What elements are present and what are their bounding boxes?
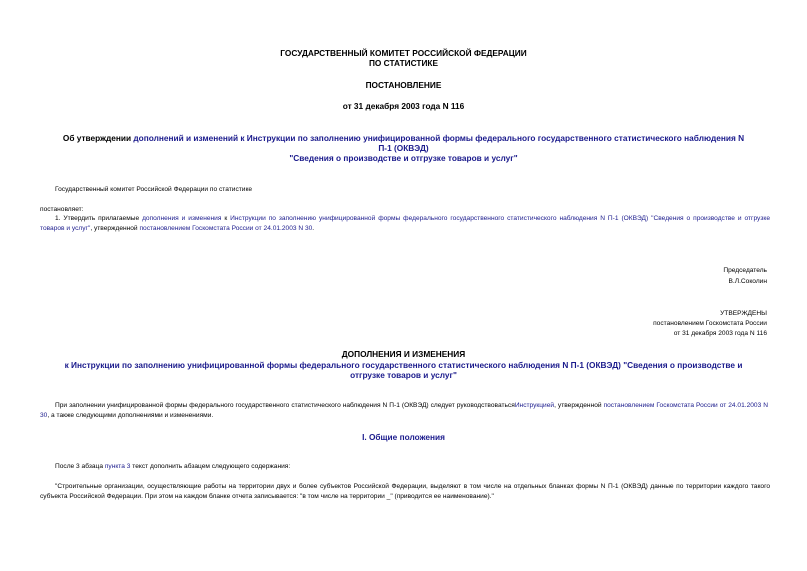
org-name-line1: ГОСУДАРСТВЕННЫЙ КОМИТЕТ РОССИЙСКОЙ ФЕДЕРАЦИИ (280, 48, 527, 58)
doc-title (30, 133, 777, 163)
signature-role: Председатель (723, 267, 767, 274)
section-1-heading: I. Общие положения (362, 432, 445, 442)
item-1 (40, 214, 770, 233)
para-1-text-b: , утвержденной (554, 402, 604, 409)
item-1-link-amendments[interactable]: дополнения и изменения (142, 215, 222, 222)
para-1-text-c: , а также следующими дополнениями и изменениями. (47, 411, 214, 419)
annex-subheading-line2: отгрузке товаров и услуг" (350, 370, 457, 380)
para-1-link-instruction[interactable]: Инструкцией (514, 402, 555, 409)
resolves-label: постановляет: (40, 206, 84, 213)
title-link-line1[interactable]: дополнений и изменений к Инструкции по заполнению унифицированной формы федерального государственного статистического наблюдения N (133, 133, 745, 143)
item-1-text-b: к (221, 215, 231, 222)
annex-paragraph-1 (40, 401, 768, 420)
title-link-line2[interactable]: П-1 (ОКВЭД) (378, 143, 429, 153)
item-1-text-d: . (312, 224, 315, 232)
item-1-text-c: , утвержденной (90, 224, 140, 232)
para-1-link-resolution[interactable]: постановлением Госкомстата России от 24.01.2003 N 30 (40, 402, 769, 419)
doc-date-number: от 31 декабря 2003 года N 116 (342, 101, 465, 111)
item-1-link-resolution[interactable]: постановлением Госкомстата России от 24.01.2003 N 30 (139, 224, 313, 232)
annex-paragraph-3: "Строительные организации, осуществляющие работы на территории двух и более субъектов Российской Федерации, выделяют в том числе на отдельных бланках формы N П-1 (ОКВЭД) данные по территории каждого такого субъекта Российской Федерации. При этом на каждом бланке отчета записывается: "в том числе на территории _" (приводится ее наименование)." (40, 483, 770, 500)
title-link-line3[interactable]: "Сведения о производстве и отгрузке товаров и услуг" (289, 153, 518, 163)
org-name-line2: ПО СТАТИСТИКЕ (368, 58, 439, 68)
doc-type: ПОСТАНОВЛЕНИЕ (365, 80, 442, 90)
para-2-text-a: После 3 абзаца (55, 463, 105, 470)
doc-title-prefix: Об утверждении (62, 133, 134, 143)
annex-subheading-line1: к Инструкции по заполнению унифицированной формы федерального государственного статистического наблюдения N П-1 (ОКВЭД) "Сведения о производстве и (64, 360, 743, 370)
approval-line1: УТВЕРЖДЕНЫ (720, 310, 767, 317)
annex-heading: ДОПОЛНЕНИЯ И ИЗМЕНЕНИЯ (341, 349, 466, 359)
para-2-text-b: текст дополнить абзацем следующего содержания: (130, 463, 291, 470)
item-1-text-a: 1. Утвердить прилагаемые (55, 215, 143, 222)
approval-line2: постановлением Госкомстата России (653, 320, 767, 327)
para-2-link-item-3[interactable]: пункта 3 (104, 463, 131, 470)
annex-subheading (30, 360, 777, 380)
doc-title-line1 (30, 133, 777, 143)
annex-paragraph-2 (55, 462, 290, 472)
item-1-link-instruction[interactable]: Инструкции по заполнению унифицированной формы федерального государственного статистического наблюдения N П-1 (ОКВЭД) "Сведения о производстве и отгрузке товаров и услуг" (40, 215, 770, 232)
para-1-text-a: При заполнении унифицированной формы федерального государственного статистического наблюдения N П-1 (ОКВЭД) следует руководствоваться (55, 402, 515, 409)
issuing-authority: Государственный комитет Российской Федерации по статистике (55, 186, 253, 193)
signature-name: В.Л.Соколин (728, 278, 767, 285)
approval-line3: от 31 декабря 2003 года N 116 (673, 330, 767, 337)
